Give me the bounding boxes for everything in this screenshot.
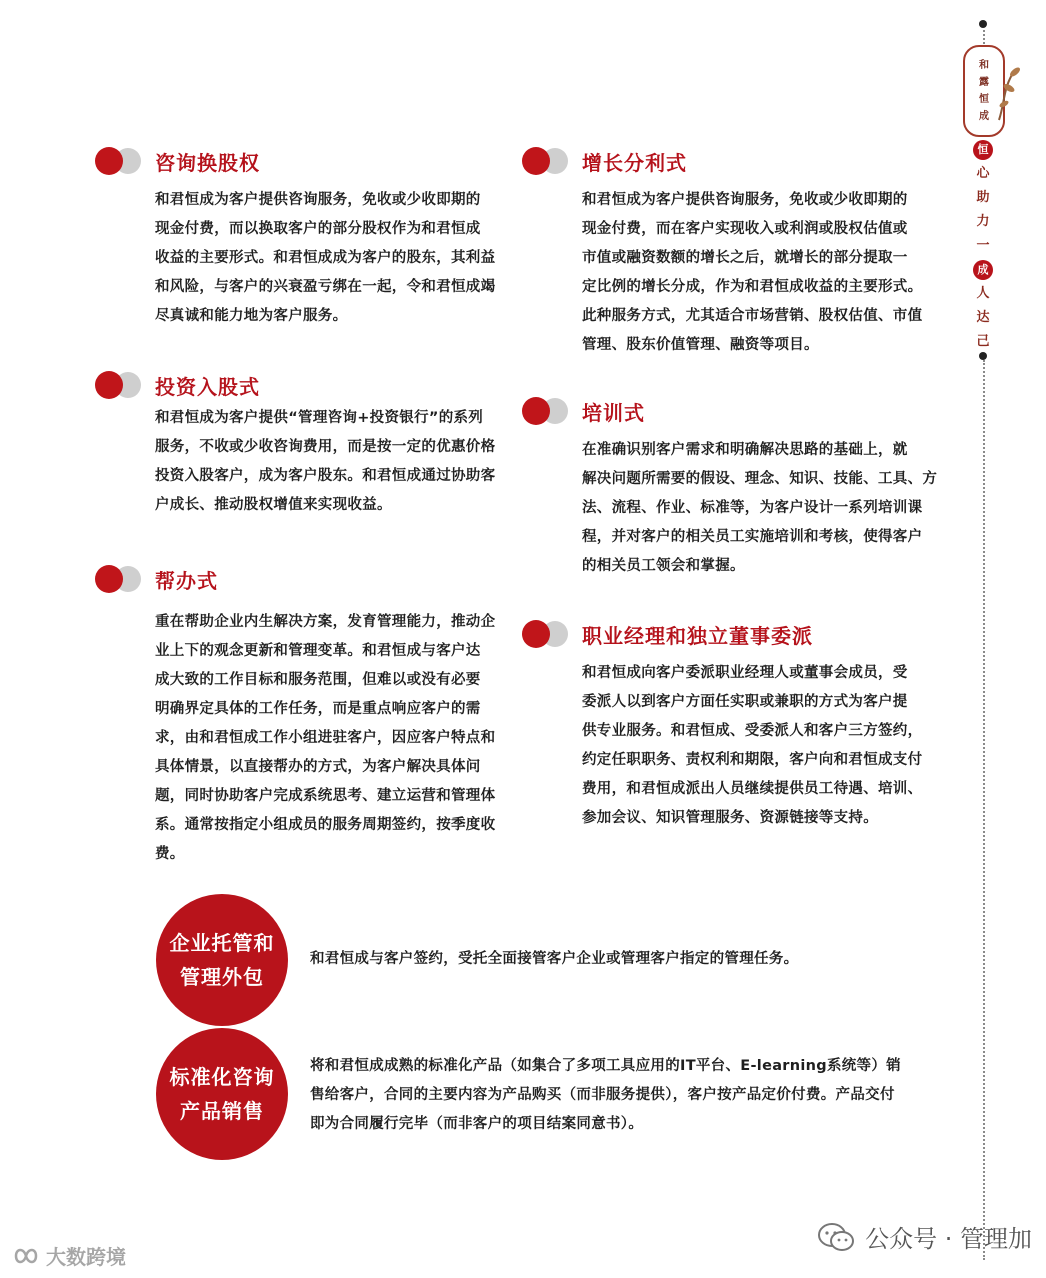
wechat-account-name: 公众号 · 管理加 <box>865 1225 1032 1253</box>
section-equity-swap <box>95 144 515 331</box>
bullet-dots-icon <box>522 620 576 648</box>
section-title: 增长分利式 <box>582 150 687 175</box>
seal-char: 恒 <box>979 94 989 105</box>
section-body: 和君恒成向客户委派职业经理人或董事会成员，受 委派人以到客户方面任实职或兼职的方式为客户提 供专业服务。和君恒成、受委派人和客户三方签约， 约定任职职务、责权利和期限，客户向和君恒成支付 费用，和君恒成派出人员继续提供员工待遇、培训、 参加会议、知识管理服务、资源链接等支持。 <box>582 665 923 826</box>
bullet-dots-icon <box>95 565 149 593</box>
motto-char: 己 <box>976 334 990 349</box>
seal-char: 和 <box>979 60 989 71</box>
section-training <box>522 394 952 581</box>
section-body: 在准确识别客户需求和明确解决思路的基础上，就 解决问题所需要的假设、理念、知识、技能、工具、方 法、流程、作业、标准等，为客户设计一系列培训课 程，并对客户的相关员工实施培训和考核，使得客户 的相关员工领会和掌握。 <box>582 442 938 574</box>
motto-char: 恒 <box>973 140 993 160</box>
section-body: 和君恒成为客户提供咨询服务，免收或少收即期的 现金付费，而在客户实现收入或利润或股权估值或 市值或融资数额的增长之后，就增长的部分提取一 定比例的增长分成，作为和君恒成收益的主要形式。 此种服务方式，尤其适合市场营销、股权估值、市值 管理、股东价值管理、融资等项目。 <box>582 192 923 353</box>
plum-branch-icon <box>995 62 1021 122</box>
top-dot <box>979 20 987 28</box>
motto-char: 成 <box>973 260 993 280</box>
wechat-watermark <box>817 1219 1032 1254</box>
motto-char: 一 <box>976 238 990 253</box>
source-name: 大数跨境 <box>46 1245 126 1269</box>
section-title: 职业经理和独立董事委派 <box>582 623 813 648</box>
section-title: 咨询换股权 <box>155 150 260 175</box>
section-body: 和君恒成为客户提供咨询服务，免收或少收即期的 现金付费，而以换取客户的部分股权作为和君恒成 收益的主要形式。和君恒成成为客户的股东，其利益 和风险，与客户的兴衰盈亏绑在一起，令和君恒成竭 尽真诚和能力地为客户服务。 <box>155 192 496 324</box>
source-watermark <box>6 1241 126 1270</box>
motto-vertical <box>968 138 998 354</box>
seal-char: 成 <box>979 111 989 122</box>
motto-char: 人 <box>976 286 990 301</box>
section-body: 重在帮助企业内生解决方案，发育管理能力，推动企 业上下的观念更新和管理变革。和君恒成与客户达 成大致的工作目标和服务范围，但难以或没有必要 明确界定具体的工作任务，而是重点响应客户的需 求，由和君恒成工作小组进驻客户，因应客户特点和 具体情景，以直接帮办的方式，为客户解决具体问 题，同时协助客户完成系统思考、建立运营和管理体 系。通常按指定小组成员的服务周期签约，按季度收 费。 <box>155 614 496 862</box>
circle-desc-outsourcing: 和君恒成与客户签约，受托全面接管客户企业或管理客户指定的管理任务。 <box>310 951 799 967</box>
decor-line-top <box>983 30 985 44</box>
section-investment <box>95 368 515 520</box>
circle-badge-product-sales: 标准化咨询 产品销售 <box>156 1028 288 1160</box>
motto-char: 力 <box>976 214 990 229</box>
section-assist <box>95 562 515 869</box>
bullet-dots-icon <box>95 147 149 175</box>
circle-badge-outsourcing: 企业托管和 管理外包 <box>156 894 288 1026</box>
wechat-icon <box>817 1222 855 1252</box>
section-body: 和君恒成为客户提供“管理咨询+投资银行”的系列 服务，不收或少收咨询费用，而是按一定的优惠价格 投资入股客户，成为客户股东。和君恒成通过协助客 户成长、推动股权增值来实现收益。 <box>155 410 496 513</box>
bullet-dots-icon <box>522 397 576 425</box>
circle-desc-product-sales: 将和君恒成成熟的标准化产品（如集合了多项工具应用的IT平台、E-learning系统等）销 售给客户，合同的主要内容为产品购买（而非服务提供），客户按产品定价付费。产品交付 即为合同履行完毕（而非客户的项目结案同意书）。 <box>310 1058 901 1132</box>
motto-char: 心 <box>976 166 990 181</box>
motto-char: 助 <box>976 190 990 205</box>
section-title: 帮办式 <box>155 568 218 593</box>
section-title: 培训式 <box>582 400 645 425</box>
bullet-dots-icon <box>522 147 576 175</box>
infinity-logo-icon <box>6 1244 46 1268</box>
seal-char: 露 <box>979 77 989 88</box>
section-growth-share <box>522 144 952 360</box>
bullet-dots-icon <box>95 371 149 399</box>
decor-line-bottom <box>983 360 985 1260</box>
motto-char: 达 <box>976 310 990 325</box>
section-manager-dispatch <box>522 617 952 833</box>
mid-dot <box>979 352 987 360</box>
section-title: 投资入股式 <box>155 374 260 399</box>
